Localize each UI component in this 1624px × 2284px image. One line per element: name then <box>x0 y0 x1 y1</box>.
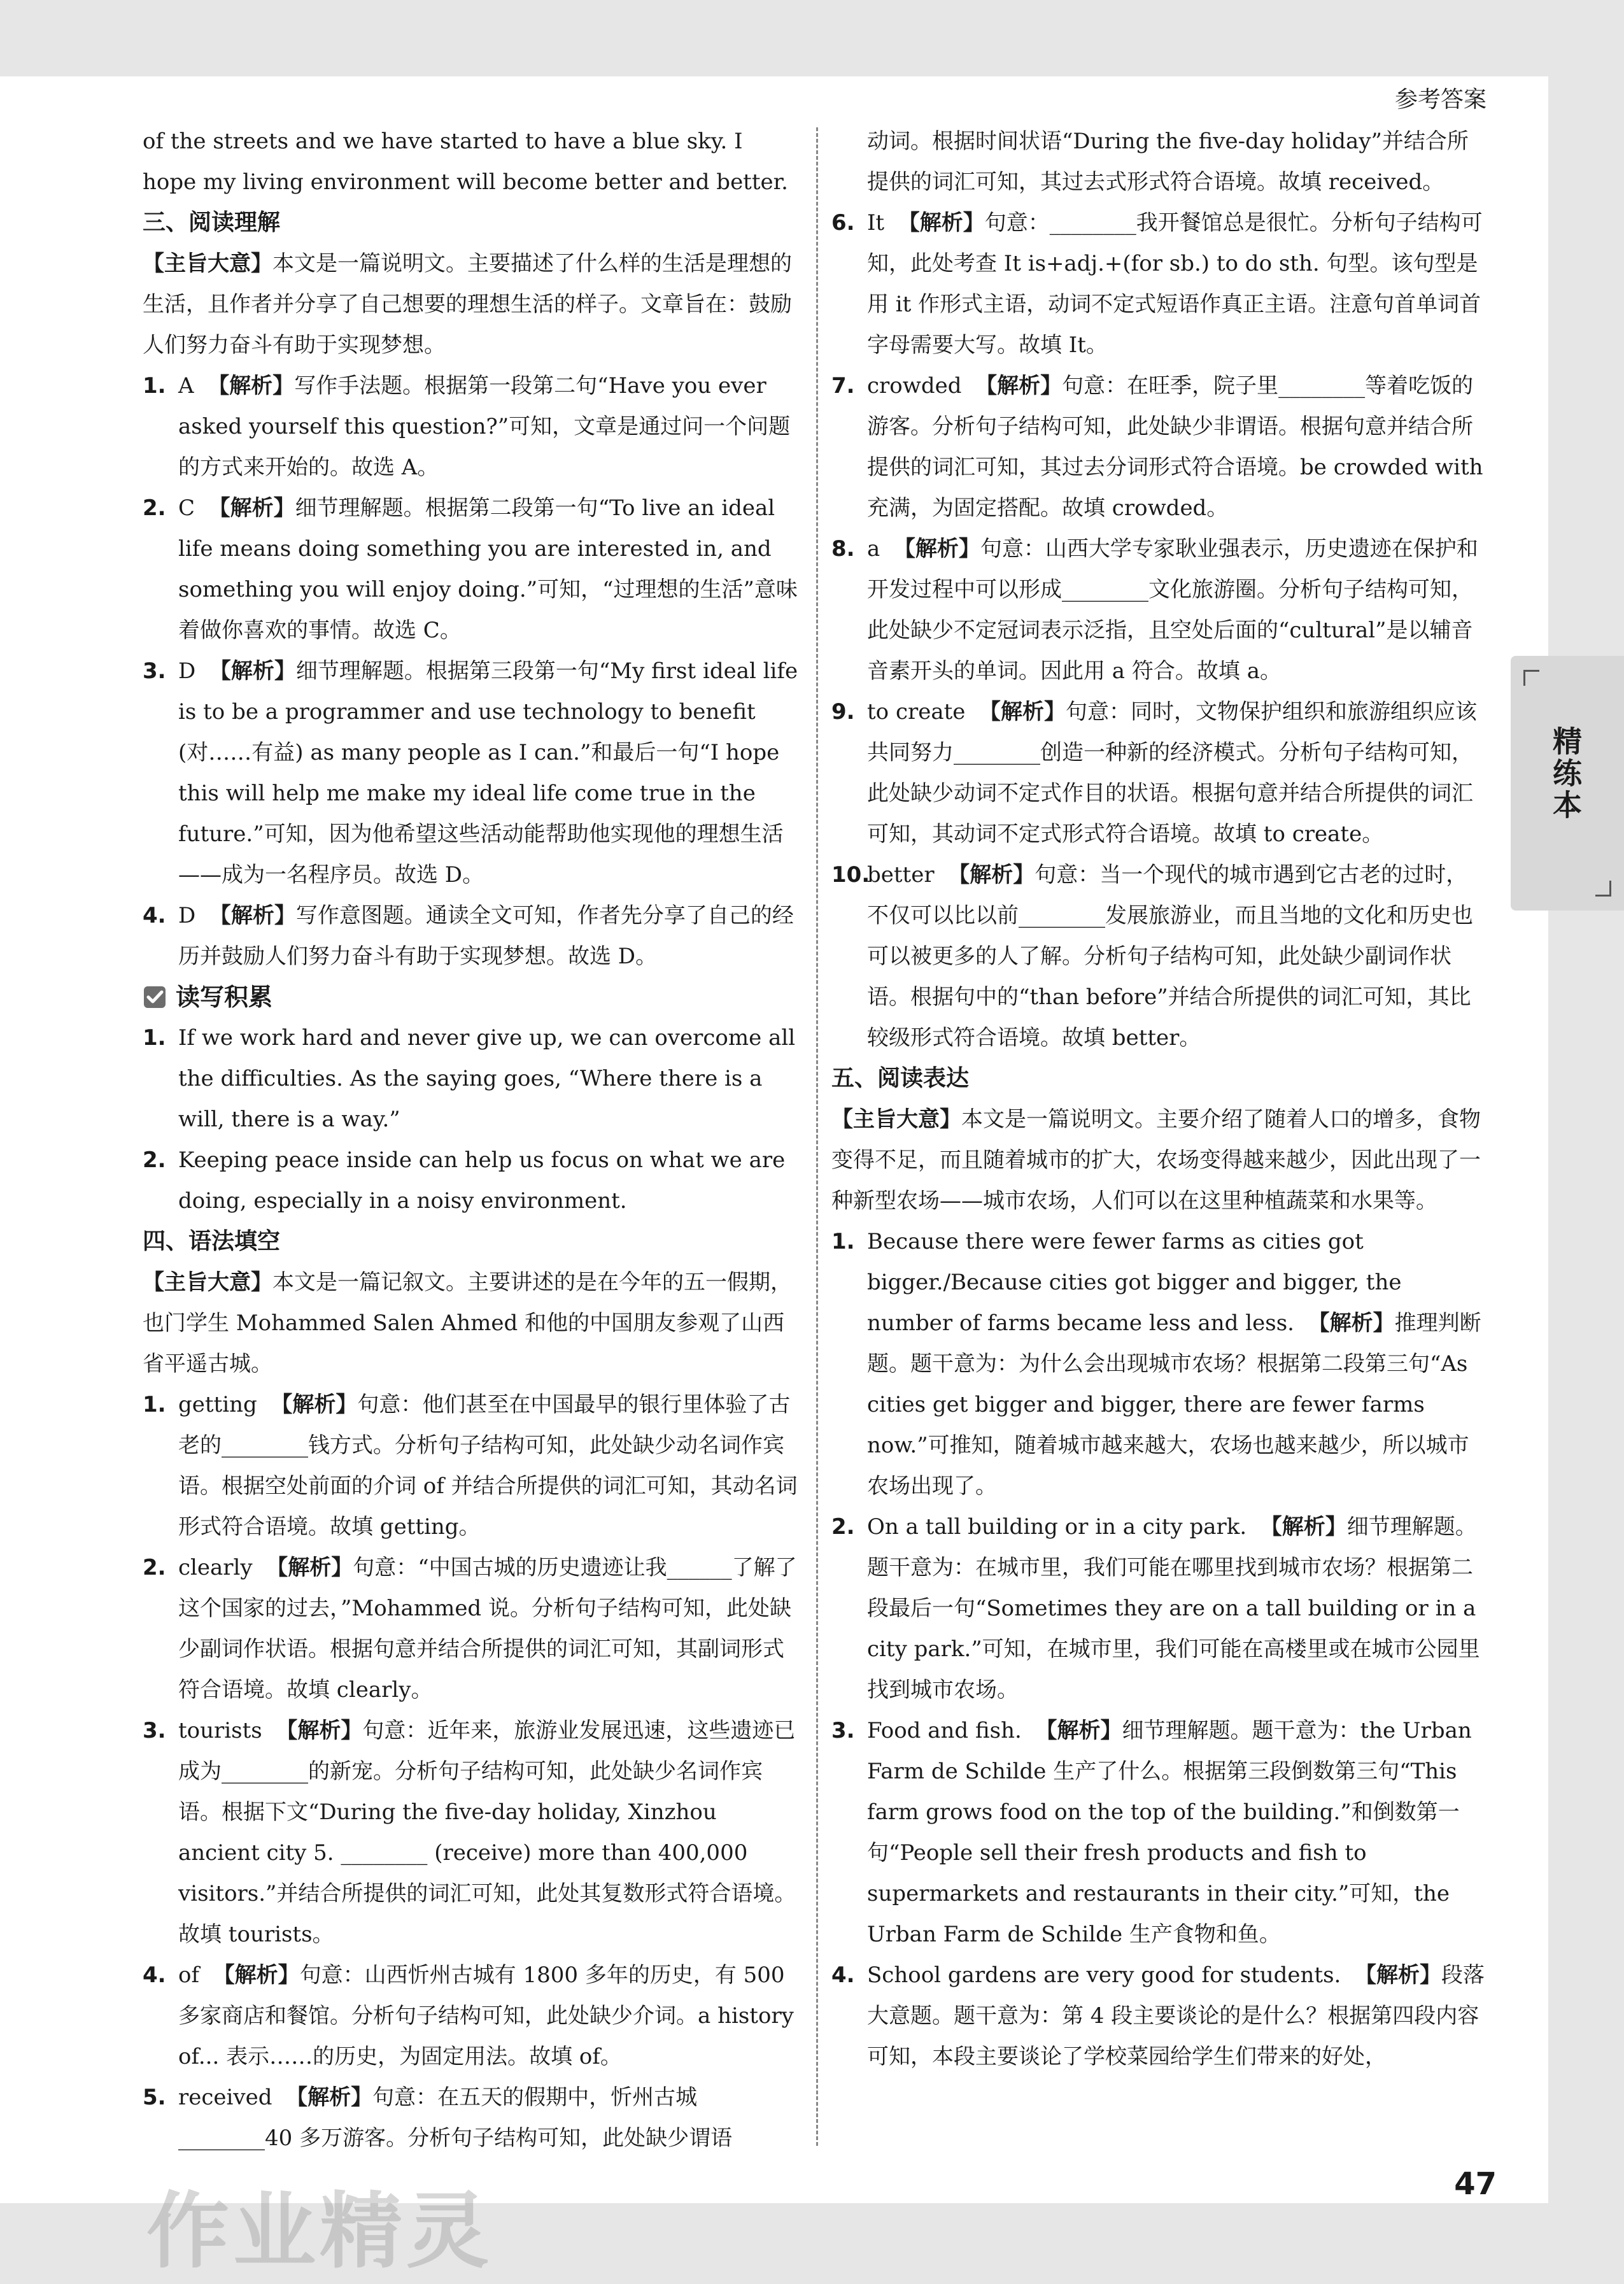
item-number: 2. <box>143 495 166 521</box>
s4-item-5 <box>143 2077 798 2159</box>
item-text: 句意：在旺季，院子里________等着吃饭的游客。分析句子结构可知，此处缺少非谓语。根据句意并结合所提供的词汇可知，其过去分词形式符合语境。be crowded with 充满，为固定搭配。故填 crowded。 <box>867 373 1483 521</box>
main-idea-text: 本文是一篇记叙文。主要讲述的是在今年的五一假期，也门学生 Mohammed Salen Ahmed 和他的中国朋友参观了山西省平遥古城。 <box>143 1270 792 1377</box>
analysis-tag: 【解析】 <box>213 1962 300 1988</box>
item-number: 4. <box>143 1962 166 1988</box>
right-column <box>831 121 1487 2077</box>
item-number: 5. <box>143 2085 166 2110</box>
item-number: 1. <box>831 1229 855 1254</box>
item-text: 句意：在五天的假期中，忻州古城________40 多万游客。分析句子结构可知，此处缺少谓语 <box>178 2085 733 2151</box>
analysis-tag: 【解析】 <box>979 699 1066 725</box>
item-text: 段落大意题。题干意为：第 4 段主要谈论的是什么？根据第四段内容可知，本段主要谈论了学校菜园给学生们带来的好处， <box>867 1962 1485 2069</box>
analysis-tag: 【解析】 <box>209 658 296 684</box>
item-answer: School gardens are very good for students. <box>867 1962 1341 1988</box>
item-text: 细节理解题。题干意为：the Urban Farm de Schilde 生产了什么。根据第三段倒数第三句“This farm grows food on the top of the building.”和倒数第一句“People sell their fresh products and fish to supermarkets and restaurants in their city.”可知，the Urban Farm de Schilde 生产食物和鱼。 <box>867 1718 1472 1947</box>
item-number: 2. <box>143 1555 166 1580</box>
corner-bracket-icon <box>1523 670 1539 686</box>
item-text: 句意：他们甚至在中国最早的银行里体验了古老的________钱方式。分析句子结构可知，此处缺少动名词作宾语。根据空处前面的介词 of 并结合所提供的词汇可知，其动名词形式符合语境。故填 getting。 <box>178 1392 798 1540</box>
analysis-tag: 【解析】 <box>208 373 295 399</box>
intro-continuation: of the streets and we have started to have a blue sky. I hope my living environment will become better and better. <box>143 129 788 195</box>
item-text: 句意：山西大学专家耿业强表示，历史遗迹在保护和开发过程中可以形成________文化旅游圈。分析句子结构可知，此处缺少不定冠词表示泛指，且空处后面的“cultural”是以辅音音素开头的单词。因此用 a 符合。故填 a。 <box>867 536 1478 684</box>
item-number: 1. <box>143 1392 166 1417</box>
item-answer: crowded <box>867 373 962 399</box>
item-number: 8. <box>831 536 855 562</box>
item-number: 9. <box>831 699 855 725</box>
analysis-tag: 【解析】 <box>209 903 296 928</box>
analysis-tag: 【解析】 <box>1308 1310 1395 1336</box>
main-idea-tag: 【主旨大意】 <box>831 1107 961 1132</box>
s3-item-1 <box>143 365 798 488</box>
item-text: 句意：当一个现代的城市遇到它古老的过时，不仅可以比以前________发展旅游业，而且当地的文化和历史也可以被更多的人了解。分析句子结构可知，此处缺少副词作状语。根据句中的“than before”并结合所提供的词汇可知，其比较级形式符合语境。故填 better。 <box>867 862 1473 1051</box>
item-number: 3. <box>143 1718 166 1743</box>
analysis-tag: 【解析】 <box>208 495 295 521</box>
item-number: 3. <box>831 1718 855 1743</box>
item-answer: a <box>867 536 880 562</box>
watermark: 作业精灵 <box>146 2183 493 2280</box>
item-answer: getting <box>178 1392 257 1417</box>
item-number: 2. <box>831 1514 855 1540</box>
section-3-title: 三、阅读理解 <box>143 209 281 236</box>
section-3-main-idea <box>143 243 798 365</box>
corner-bracket-icon <box>1595 881 1611 897</box>
s4-item-7 <box>831 365 1487 528</box>
item-answer: received <box>178 2085 272 2110</box>
item-answer: It <box>867 210 885 236</box>
analysis-tag: 【解析】 <box>1035 1718 1122 1743</box>
analysis-tag: 【解析】 <box>898 210 985 236</box>
s4-item-1 <box>143 1384 798 1547</box>
item-number: 3. <box>143 658 166 684</box>
s4-item-9 <box>831 692 1487 855</box>
item-text: 句意：________我开餐馆总是很忙。分析句子结构可知，此处考查 It is+adj.+(for sb.) to do sth. 句型。该句型是用 it 作形式主语，动词不定式短语作真正主语。注意句首单词首字母需要大写。故填 It。 <box>867 210 1483 358</box>
item-text: 写作手法题。根据第一段第二句“Have you ever asked yourself this question?”可知，文章是通过问一个问题的方式来开始的。故选 A。 <box>178 373 791 480</box>
s4-item-10 <box>831 855 1487 1058</box>
analysis-tag: 【解析】 <box>271 1392 358 1417</box>
item-text: 句意：同时，文物保护组织和旅游组织应该共同努力________创造一种新的经济模式。分析句子结构可知，此处缺少动词不定式作目的状语。根据句意并结合所提供的词汇可知，其动词不定式形式符合语境。故填 to create。 <box>867 699 1478 847</box>
item-number: 6. <box>831 210 855 236</box>
item-text: 句意：山西忻州古城有 1800 多年的历史，有 500 多家商店和餐馆。分析句子结构可知，此处缺少介词。a history of... 表示……的历史，为固定用法。故填 of。 <box>178 1962 794 2069</box>
item-text: If we work hard and never give up, we can overcome all the difficulties. As the saying goes, “Where there is a will, there is a way.” <box>178 1025 796 1132</box>
item-text: 句意：“中国古城的历史遗迹让我______了解了这个国家的过去，”Mohammed 说。分析句子结构可知，此处缺少副词作状语。根据句意并结合所提供的词汇可知，其副词形式符合语境。故填 clearly。 <box>178 1555 797 1703</box>
item-text: 句意：近年来，旅游业发展迅速，这些遗迹已成为________的新宠。分析句子结构可知，此处缺少名词作宾语。根据下文“During the five-day holiday, Xinzhou ancient city 5. ________ (receive) more than 400,000 visitors.”并结合所提供的词汇可知，此处其复数形式符合语境。故填 tourists。 <box>178 1718 796 1947</box>
read-write-title <box>143 977 798 1018</box>
side-tab-label: 精练本 <box>1548 726 1583 821</box>
item-answer: Food and fish. <box>867 1718 1022 1743</box>
s5-item-1 <box>831 1221 1487 1507</box>
analysis-tag: 【解析】 <box>1354 1962 1441 1988</box>
main-idea-text: 本文是一篇说明文。主要介绍了随着人口的增多，食物变得不足，而且随着城市的扩大，农场变得越来越少，因此出现了一种新型农场——城市农场，人们可以在这里种植蔬菜和水果等。 <box>831 1107 1481 1214</box>
rw-item-1 <box>143 1018 798 1140</box>
item-answer: to create <box>867 699 966 725</box>
item-answer: C <box>178 495 195 521</box>
main-idea-tag: 【主旨大意】 <box>143 1270 272 1295</box>
analysis-tag: 【解析】 <box>1260 1514 1347 1540</box>
rw-item-2 <box>143 1140 798 1221</box>
item-number: 4. <box>143 903 166 928</box>
analysis-tag: 【解析】 <box>266 1555 353 1580</box>
checkbox-check-icon <box>143 985 167 1009</box>
item-text: 细节理解题。根据第三段第一句“My first ideal life is to be a programmer and use technology to benefit (对……有益) as many people as I can.”和最后一句“I hope this will help me make my ideal life come true in the future.”可知，因为他希望这些活动能帮助他实现他的理想生活——成为一名程序员。故选 D。 <box>178 658 798 888</box>
item-number: 7. <box>831 373 855 399</box>
item-answer: D <box>178 658 196 684</box>
s3-item-4 <box>143 895 798 977</box>
s4-item-6 <box>831 202 1487 365</box>
s4-item-3 <box>143 1710 798 1955</box>
read-write-title-text: 读写积累 <box>176 983 273 1011</box>
section-4-title: 四、语法填空 <box>143 1228 281 1254</box>
s3-item-3 <box>143 651 798 895</box>
section-5-title: 五、阅读表达 <box>831 1065 970 1091</box>
item-answer: D <box>178 903 196 928</box>
item-answer: A <box>178 373 194 399</box>
item-text: 写作意图题。通读全文可知，作者先分享了自己的经历并鼓励人们努力奋斗有助于实现梦想。故选 D。 <box>178 903 794 969</box>
column-divider <box>816 127 818 2146</box>
item-answer: better <box>867 862 935 888</box>
s5-item-4 <box>831 1955 1487 2077</box>
item-answer: tourists <box>178 1718 262 1743</box>
item-answer: On a tall building or in a city park. <box>867 1514 1247 1540</box>
s3-item-2 <box>143 488 798 651</box>
item-number: 1. <box>143 1025 166 1051</box>
s5-item-2 <box>831 1507 1487 1710</box>
item-text: 细节理解题。根据第二段第一句“To live an ideal life means doing something you are interested in, and something you will enjoy doing.”可知，“过理想的生活”意味着做你喜欢的事情。故选 C。 <box>178 495 798 643</box>
s4-item-2 <box>143 1547 798 1710</box>
page-number: 47 <box>1454 2166 1497 2202</box>
item-text: 细节理解题。题干意为：在城市里，我们可能在哪里找到城市农场？根据第二段最后一句“Sometimes they are on a tall building or in a city park.”可知，在城市里，我们可能在高楼里或在城市公园里找到城市农场。 <box>867 1514 1480 1703</box>
analysis-tag: 【解析】 <box>893 536 980 562</box>
item-answer: clearly <box>178 1555 253 1580</box>
main-idea-text: 本文是一篇说明文。主要描述了什么样的生活是理想的生活，且作者并分享了自己想要的理想生活的样子。文章旨在：鼓励人们努力奋斗有助于实现梦想。 <box>143 251 792 358</box>
analysis-tag: 【解析】 <box>975 373 1063 399</box>
side-tab <box>1511 656 1624 911</box>
item-text: Keeping peace inside can help us focus on what we are doing, especially in a noisy environment. <box>178 1147 786 1214</box>
s4-item-5-continuation: 动词。根据时间状语“During the five-day holiday”并结合所提供的词汇可知，其过去式形式符合语境。故填 received。 <box>867 129 1469 195</box>
item-answer: Because there were fewer farms as cities got bigger./Because cities got bigger and bigger, the number of farms became less and less. <box>867 1229 1402 1336</box>
item-number: 4. <box>831 1962 855 1988</box>
item-answer: of <box>178 1962 200 1988</box>
s5-item-3 <box>831 1710 1487 1955</box>
section-4-main-idea <box>143 1262 798 1384</box>
s4-item-4 <box>143 1955 798 2077</box>
analysis-tag: 【解析】 <box>286 2085 373 2110</box>
left-column <box>143 121 798 2159</box>
analysis-tag: 【解析】 <box>948 862 1035 888</box>
item-number: 10. <box>831 862 870 888</box>
analysis-tag: 【解析】 <box>276 1718 363 1743</box>
item-number: 2. <box>143 1147 166 1173</box>
section-5-main-idea <box>831 1099 1487 1221</box>
item-number: 1. <box>143 373 166 399</box>
item-text: 推理判断题。题干意为：为什么会出现城市农场？根据第二段第三句“As cities get bigger and bigger, there are fewer farms now.”可推知，随着城市越来越大，农场也越来越少，所以城市农场出现了。 <box>867 1310 1481 1499</box>
page-header-title: 参考答案 <box>1394 87 1486 113</box>
s4-item-8 <box>831 528 1487 692</box>
main-idea-tag: 【主旨大意】 <box>143 251 272 276</box>
